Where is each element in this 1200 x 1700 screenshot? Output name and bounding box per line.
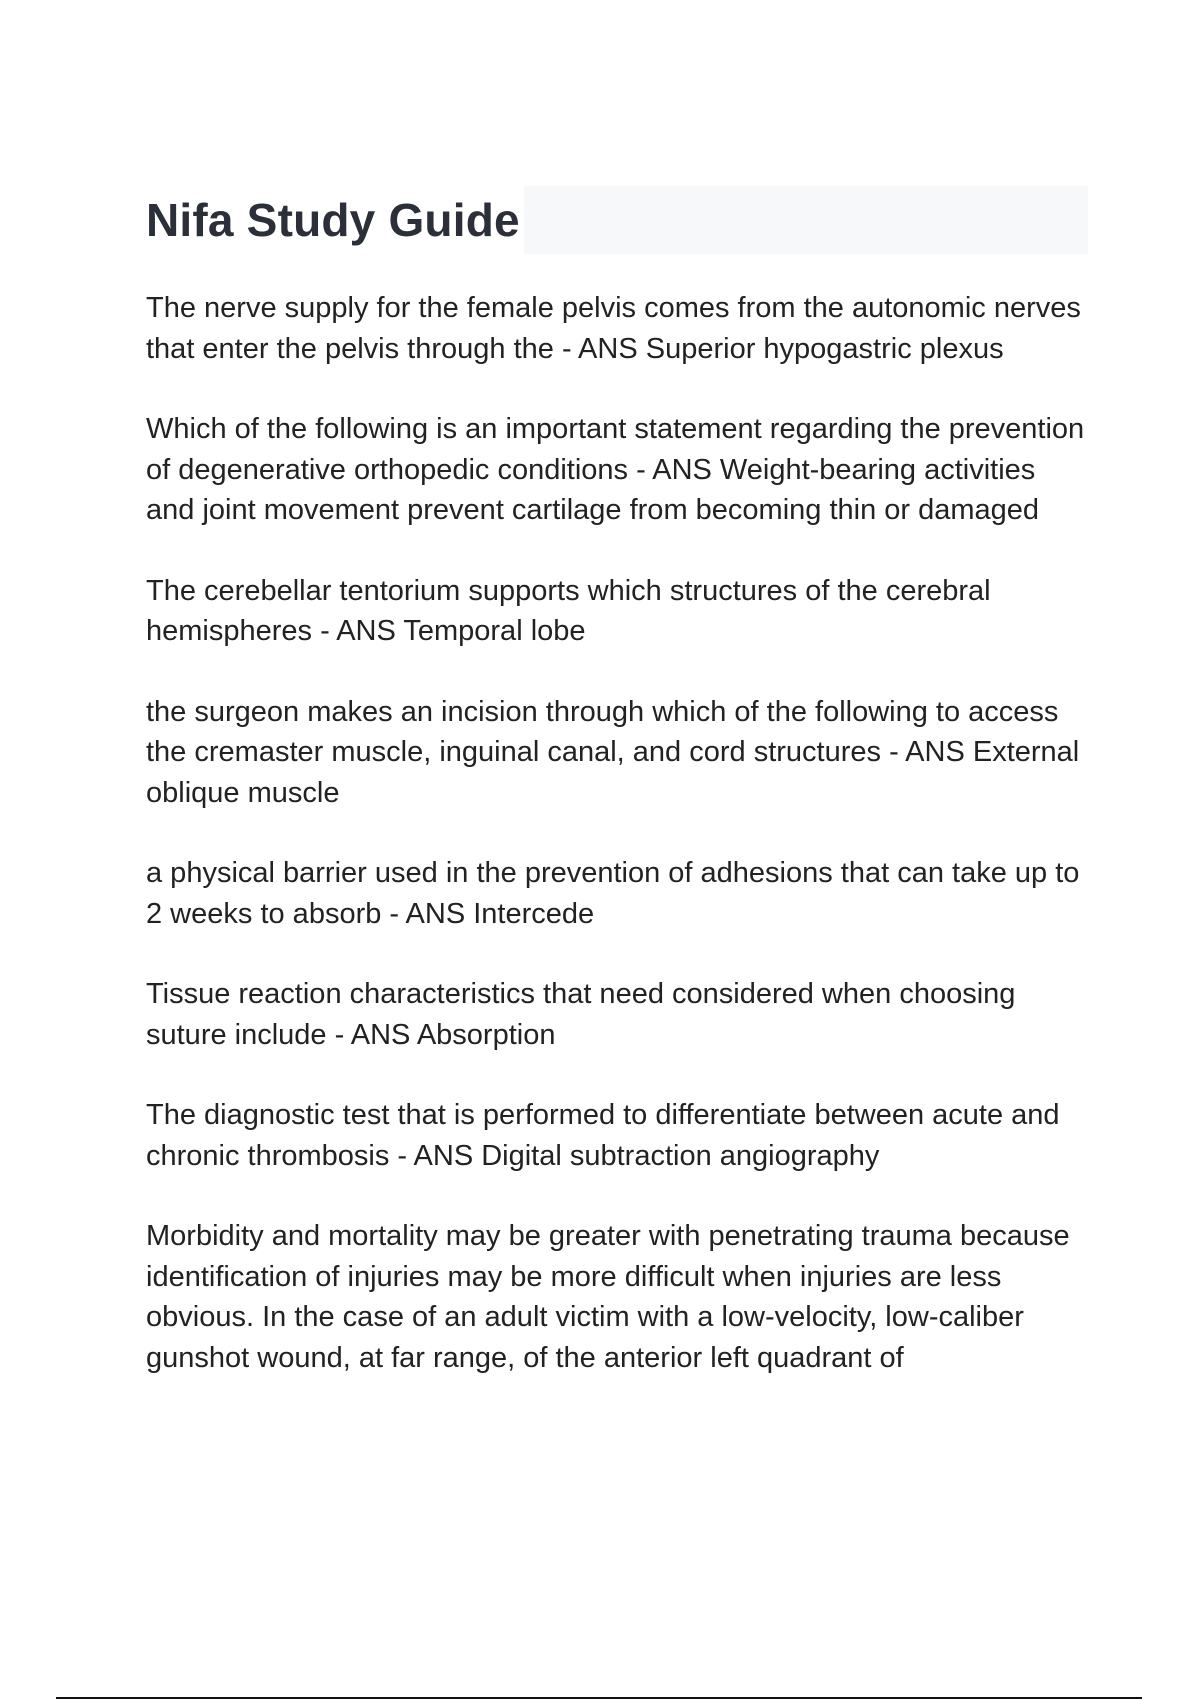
qa-item: a physical barrier used in the prevention of adhesions that can take up to 2 weeks to absorb - ANS Intercede [146,857,1080,930]
qa-item: Tissue reaction characteristics that need considered when choosing suture include - ANS Absorption [146,978,1016,1051]
qa-item: The nerve supply for the female pelvis comes from the autonomic nerves that enter the pelvis through the - ANS Superior hypogastric plexus [146,292,1081,365]
page-divider [56,1697,1142,1699]
qa-item: Morbidity and mortality may be greater with penetrating trauma because identification of injuries may be more difficult when injuries are less obvious. In the case of an adult victim with a low-velocity, low-caliber gunshot wound, at far range, of the anterior left quadrant of [146,1220,1070,1374]
qa-item: Which of the following is an important statement regarding the prevention of degenerative orthopedic conditions - ANS Weight-bearing activities and joint movement prevent cartilage from becoming thin or damaged [146,413,1085,526]
qa-item: the surgeon makes an incision through which of the following to access the cremaster muscle, inguinal canal, and cord structures - ANS External oblique muscle [146,695,1080,809]
page-title: Nifa Study Guide [146,186,524,254]
qa-item: The diagnostic test that is performed to differentiate between acute and chronic thrombosis - ANS Digital subtraction angiography [146,1099,1060,1172]
qa-item: The cerebellar tentorium supports which structures of the cerebral hemispheres - ANS Temporal lobe [146,574,991,647]
question-answer-list [146,288,1090,1418]
